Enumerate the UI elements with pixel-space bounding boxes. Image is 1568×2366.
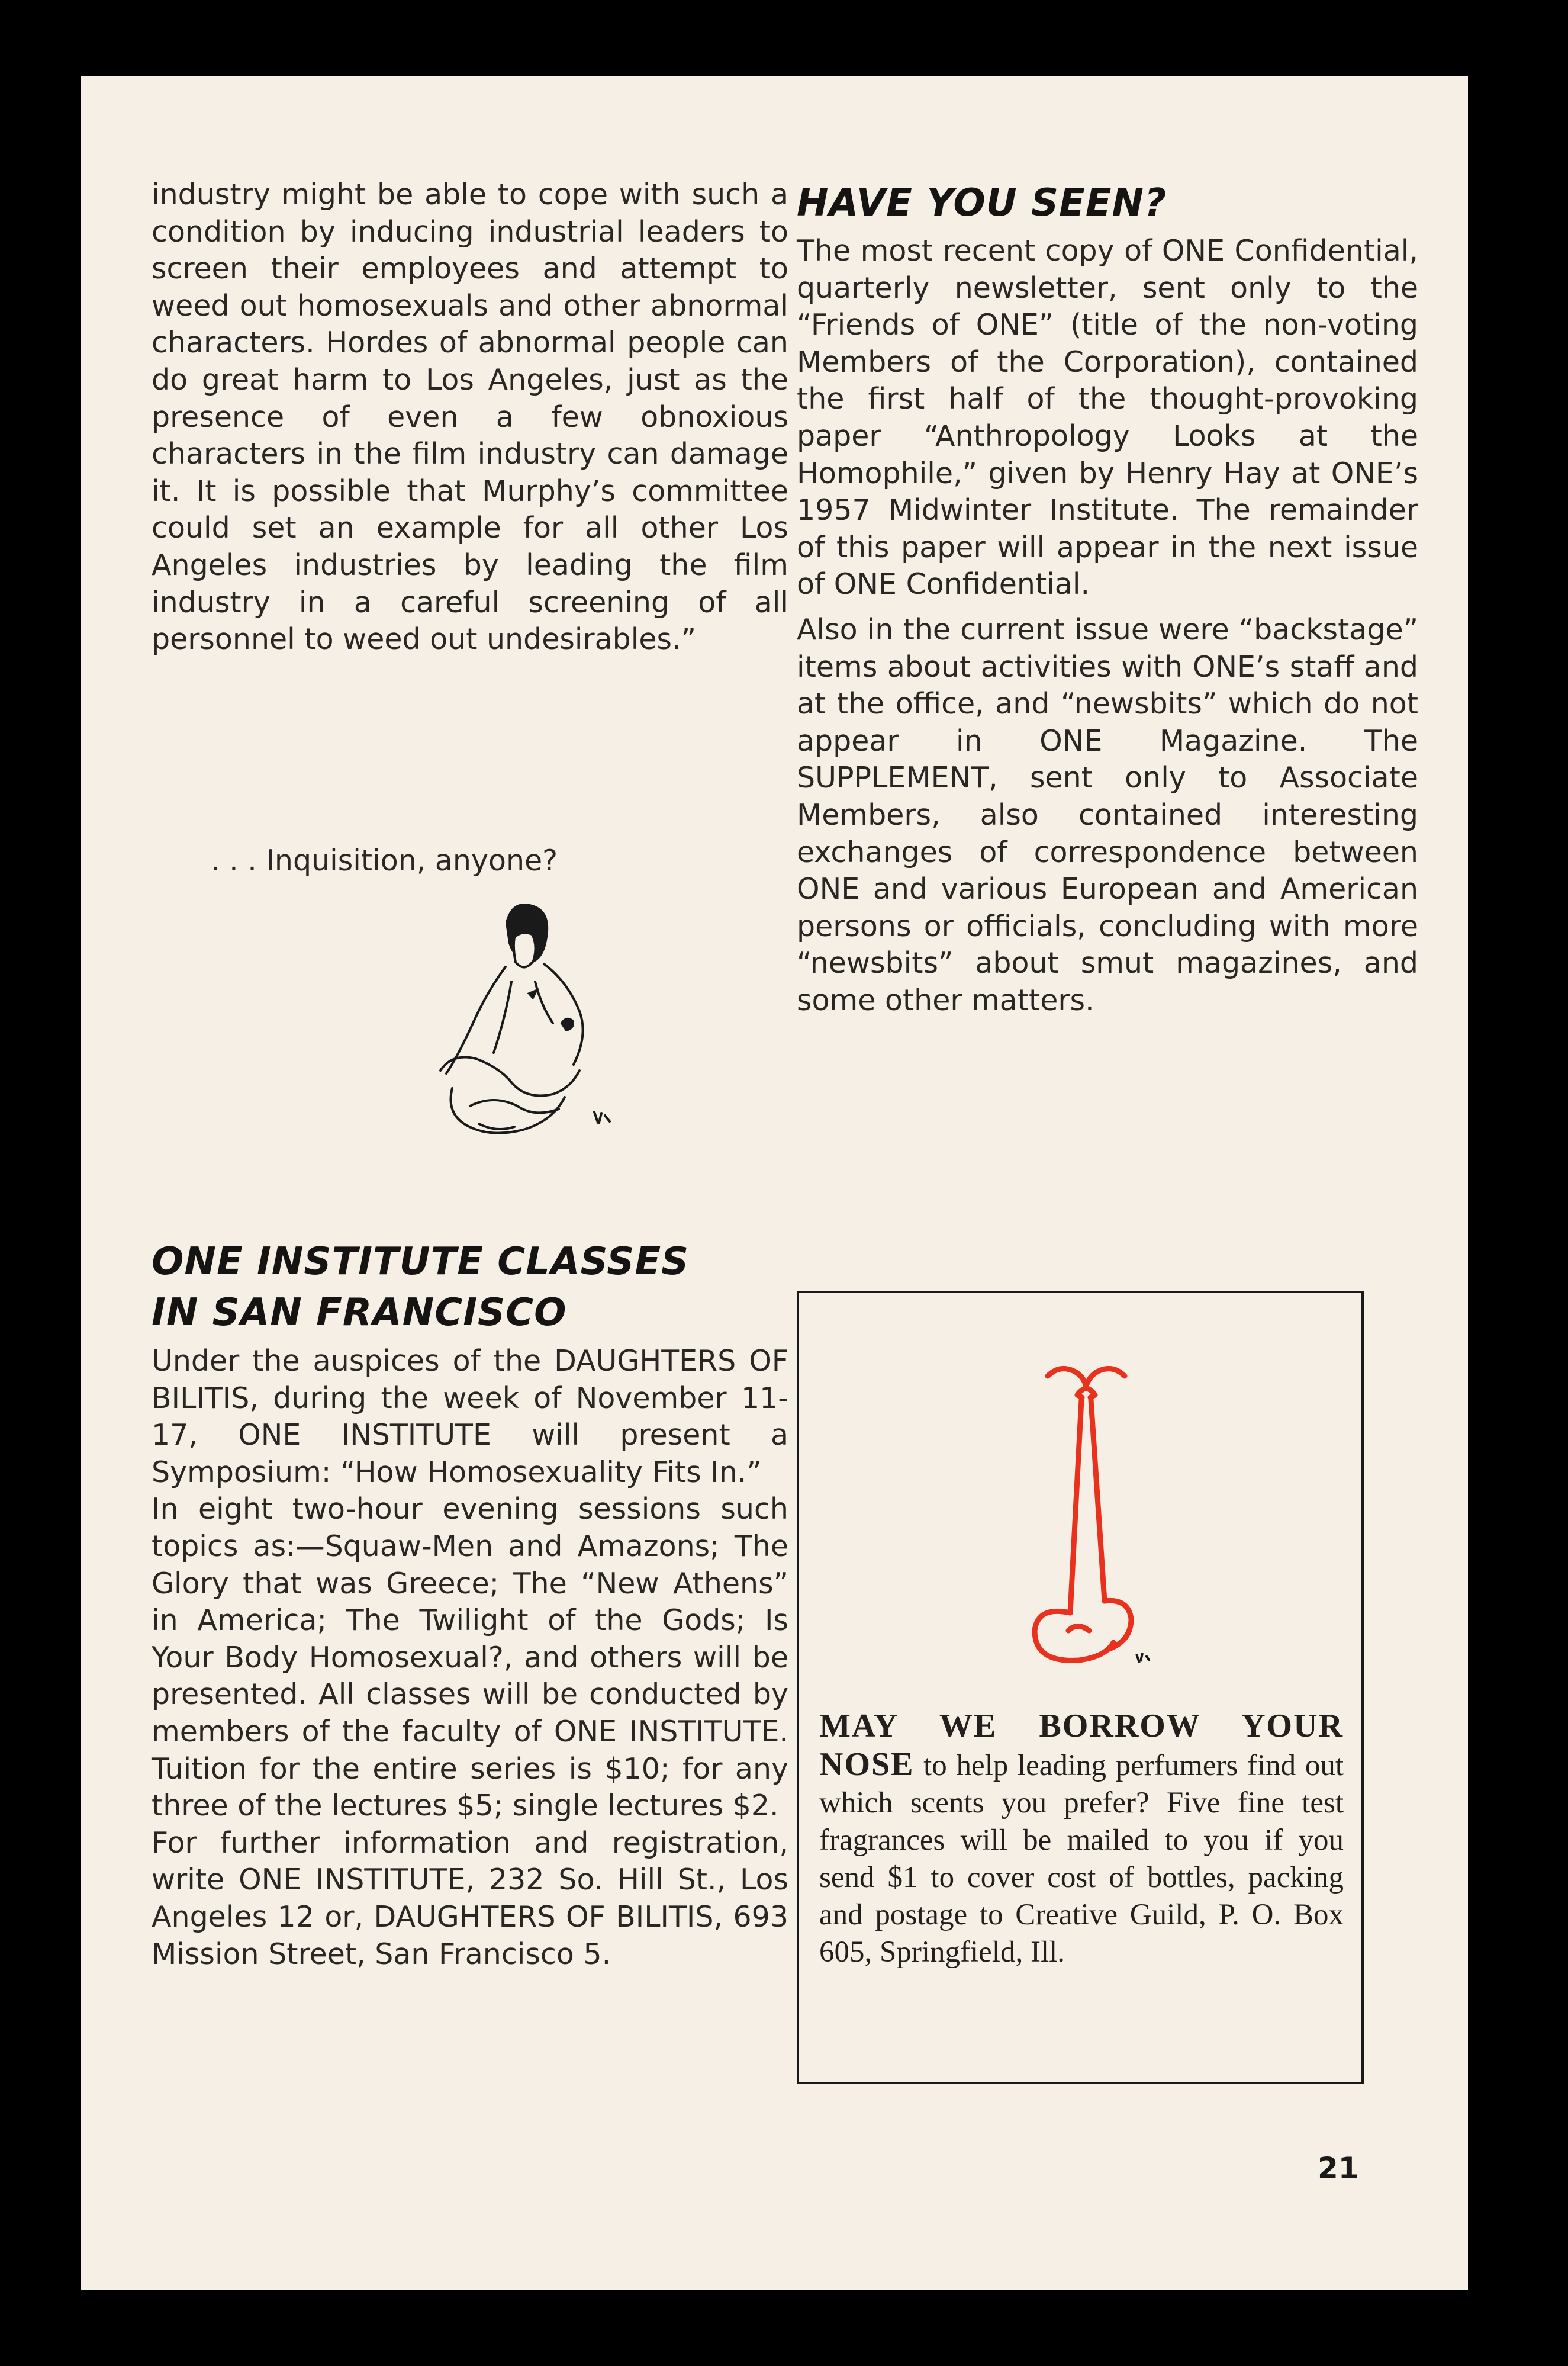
hys-paragraph-2: Also in the current issue were “backstage” items about activities with ONE’s staff and at the office, and “newsbits” which do not appear in ONE Magazine. The SUPPLEMENT, sent only to Associate Members, also contained interesting exchanges of correspondence between ONE and various European and American persons or officials, concluding with more “newsbits” about smut magazines, and some other matters. — [797, 612, 1418, 1017]
sf-paragraph-3: For further information and registration, write ONE INSTITUTE, 232 So. Hill St., Los Angeles 12 or, DAUGHTERS OF BILITIS, 693 Mission Street, San Francisco 5. — [152, 1825, 788, 1971]
closing-line: . . . Inquisition, anyone? — [211, 844, 558, 877]
have-you-seen-heading: HAVE YOU SEEN? — [797, 181, 1167, 225]
sf-paragraph-1: Under the auspices of the DAUGHTERS OF BILITIS, during the week of November 11-17, ONE INSTITUTE will present a Symposium: “How Homosexuality Fits In.” — [152, 1344, 788, 1489]
advertisement-body: to help leading perfumers find out which scents you prefer? Five fine test fragrances will be mailed to you if you send $1 to cover cost of bottles, packing and postage to Creative Guild, P. O. Box 605, Springfield, Ill. — [819, 1749, 1344, 1969]
perfume-advertisement — [797, 1291, 1364, 2084]
sf-heading-line1: ONE INSTITUTE CLASSES — [152, 1240, 690, 1284]
have-you-seen-body — [797, 233, 1418, 1019]
woman-sketch-illustration — [417, 846, 630, 1201]
advertisement-lead: MAY WE BORROW YOUR NOSE — [819, 1708, 1344, 1783]
magazine-page — [81, 76, 1468, 2290]
continued-paragraph: industry might be able to cope with such a condition by inducing industrial leaders to screen their employees and attempt to weed out homosexuals and other abnormal characters. Hordes of abnormal people can do great harm to Los Angeles, just as the presence of even a few obnoxious characters in the film industry can damage it. It is possible that Murphy’s committee could set an example for all other Los Angeles industries by leading the film industry in a careful screening of all personnel to weed out undesirables.” — [152, 178, 788, 657]
advertisement-text — [819, 1708, 1344, 1971]
sf-heading-line2: IN SAN FRANCISCO — [152, 1291, 567, 1335]
nose-illustration — [1000, 1352, 1172, 1696]
sf-classes-heading — [152, 1236, 788, 1338]
hys-paragraph-1: The most recent copy of ONE Confidential, quarterly newsletter, sent only to the “Friends of ONE” (title of the non-voting Members of the Corporation), contained the first half of the thought-provoking paper “Anthropology Looks at the Homophile,” given by Henry Hay at ONE’s 1957 Midwinter Institute. The remainder of this paper will appear in the next issue of ONE Confidential. — [797, 234, 1418, 602]
sf-paragraph-2: In eight two-hour evening sessions such topics as:—Squaw-Men and Amazons; The Glory that was Greece; The “New Athens” in America; The Twilight of the Gods; Is Your Body Homosexual?, and others will be presented. All classes will be conducted by members of the faculty of ONE INSTITUTE. Tuition for the entire series is $10; for any three of the lectures $5; single lectures $2. — [152, 1492, 788, 1823]
page-number: 21 — [1318, 2151, 1359, 2185]
sf-classes-body — [152, 1343, 788, 1973]
